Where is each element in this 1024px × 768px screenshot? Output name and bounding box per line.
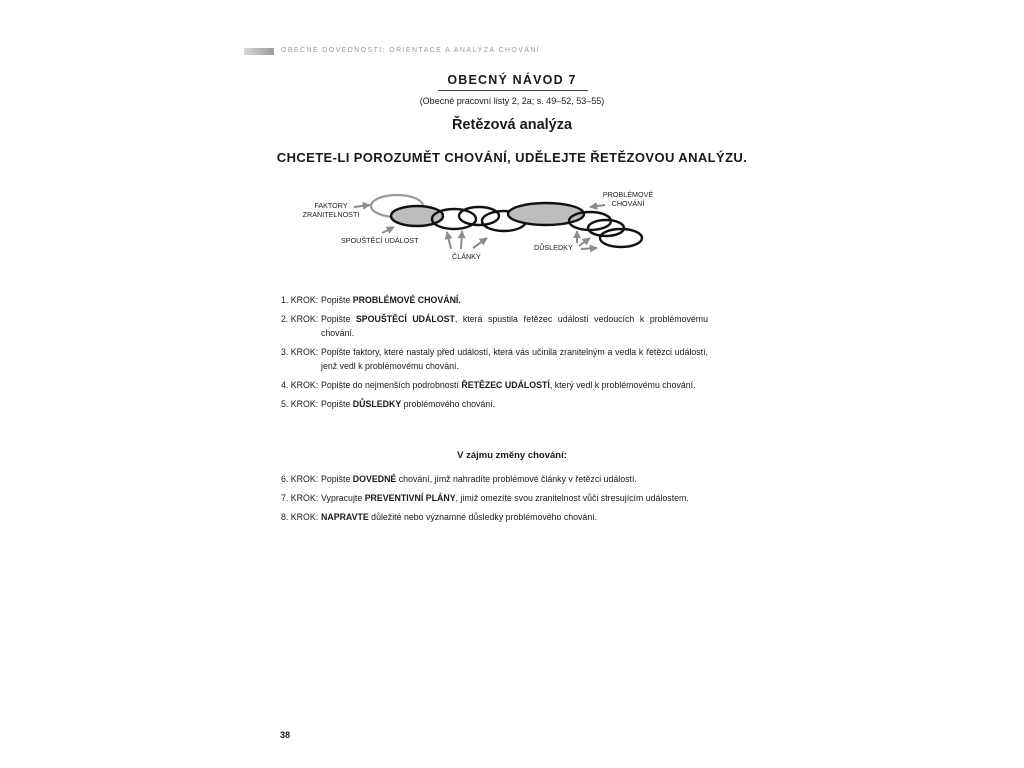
- step-number: 8. KROK:: [281, 512, 319, 522]
- step-keyword: ŘETĚZEC UDÁLOSTÍ: [461, 380, 550, 390]
- step-item: [281, 491, 708, 505]
- arrow-faktory: [354, 205, 370, 207]
- step-text: Vypracujte: [321, 493, 365, 503]
- step-item: [281, 472, 708, 486]
- section-title: Řetězová analýza: [451, 117, 573, 133]
- label-zranitelnosti: ZRANITELNOSTI: [302, 210, 360, 219]
- step-text-end: důležité nebo významné důsledky problémového chování.: [368, 512, 598, 522]
- step-keyword: PREVENTIVNÍ PLÁNY: [364, 493, 456, 503]
- arrow-clanky-2: [461, 231, 462, 249]
- guide-subtitle: (Obecné pracovní listy 2, 2a; s. 49–52, 53–55): [419, 96, 605, 106]
- step-item: [281, 293, 708, 307]
- link-ring-2: [459, 207, 499, 225]
- header-gradient-bar: [244, 48, 274, 55]
- step-number: 6. KROK:: [281, 474, 319, 484]
- problem-behavior-ring: [508, 203, 584, 225]
- arrow-dusledky-3: [581, 248, 597, 249]
- arrow-dusledky-2: [579, 238, 590, 246]
- arrow-clanky-3: [473, 238, 487, 248]
- arrow-problem: [590, 205, 605, 207]
- step-keyword: DOVEDNÉ: [352, 474, 397, 484]
- label-clanky: ČLÁNKY: [452, 252, 481, 261]
- label-dusledky: DŮSLEDKY: [534, 243, 573, 252]
- step-number: 4. KROK:: [281, 380, 319, 390]
- step-text: Popište faktory, které nastaly před událostí, která vás učinila zranitelným a vedla k řetězci událostí, jenž vedl k problémovému chování.: [321, 347, 708, 371]
- label-faktory: FAKTORY: [314, 201, 348, 210]
- label-problemove: PROBLÉMOVÉ: [602, 190, 654, 199]
- step-number: 1. KROK:: [281, 295, 319, 305]
- running-head: OBECNÉ DOVEDNOSTI: ORIENTACE A ANALÝZA CHOVÁNÍ: [281, 47, 541, 54]
- step-keyword: DŮSLEDKY: [352, 399, 402, 409]
- step-item: [281, 312, 708, 340]
- step-keyword: SPOUŠTĚCÍ UDÁLOST: [355, 314, 455, 324]
- step-number: 5. KROK:: [281, 399, 319, 409]
- arrow-spoustec: [382, 227, 394, 233]
- step-keyword: PROBLÉMOVÉ CHOVÁNÍ.: [352, 295, 461, 305]
- analysis-steps-list: [281, 293, 708, 416]
- chain-diagram: [290, 183, 670, 273]
- arrow-clanky-1: [447, 232, 451, 249]
- guide-title-underline: [438, 90, 588, 91]
- label-spoustec: SPOUŠTĚCÍ UDÁLOST: [341, 236, 419, 245]
- label-chovani: CHOVÁNÍ: [611, 199, 645, 208]
- step-text: Popište do nejmenších podrobností: [321, 380, 462, 390]
- step-item: [281, 397, 708, 411]
- step-text: Popište: [321, 399, 353, 409]
- step-text-end: chování, jímž nahradíte problémové články v řetězci událostí.: [396, 474, 637, 484]
- change-steps-list: [281, 472, 708, 529]
- step-number: 3. KROK:: [281, 347, 319, 357]
- step-item: [281, 378, 708, 392]
- step-number: 7. KROK:: [281, 493, 319, 503]
- step-text-end: , jimiž omezíte svou zranitelnost vůči stresujícím událostem.: [455, 493, 689, 503]
- step-number: 2. KROK:: [281, 314, 319, 324]
- change-heading: V zájmu změny chování:: [457, 450, 567, 461]
- step-item: [281, 345, 708, 373]
- page-number: 38: [280, 730, 291, 740]
- step-text-end: , který vedl k problémovému chování.: [549, 380, 696, 390]
- step-text: Popište: [321, 295, 353, 305]
- step-text-end: , která spustila řetězec událostí vedoucích k problémovému chování.: [321, 314, 708, 338]
- step-text-end: problémového chování.: [401, 399, 496, 409]
- main-heading: CHCETE-LI POROZUMĚT CHOVÁNÍ, UDĚLEJTE ŘETĚZOVOU ANALÝZU.: [276, 150, 748, 165]
- step-item: [281, 510, 708, 524]
- guide-title: OBECNÝ NÁVOD 7: [447, 73, 577, 87]
- step-keyword: NAPRAVTE: [321, 512, 369, 522]
- step-text: Popište: [321, 474, 353, 484]
- step-text: Popište: [321, 314, 356, 324]
